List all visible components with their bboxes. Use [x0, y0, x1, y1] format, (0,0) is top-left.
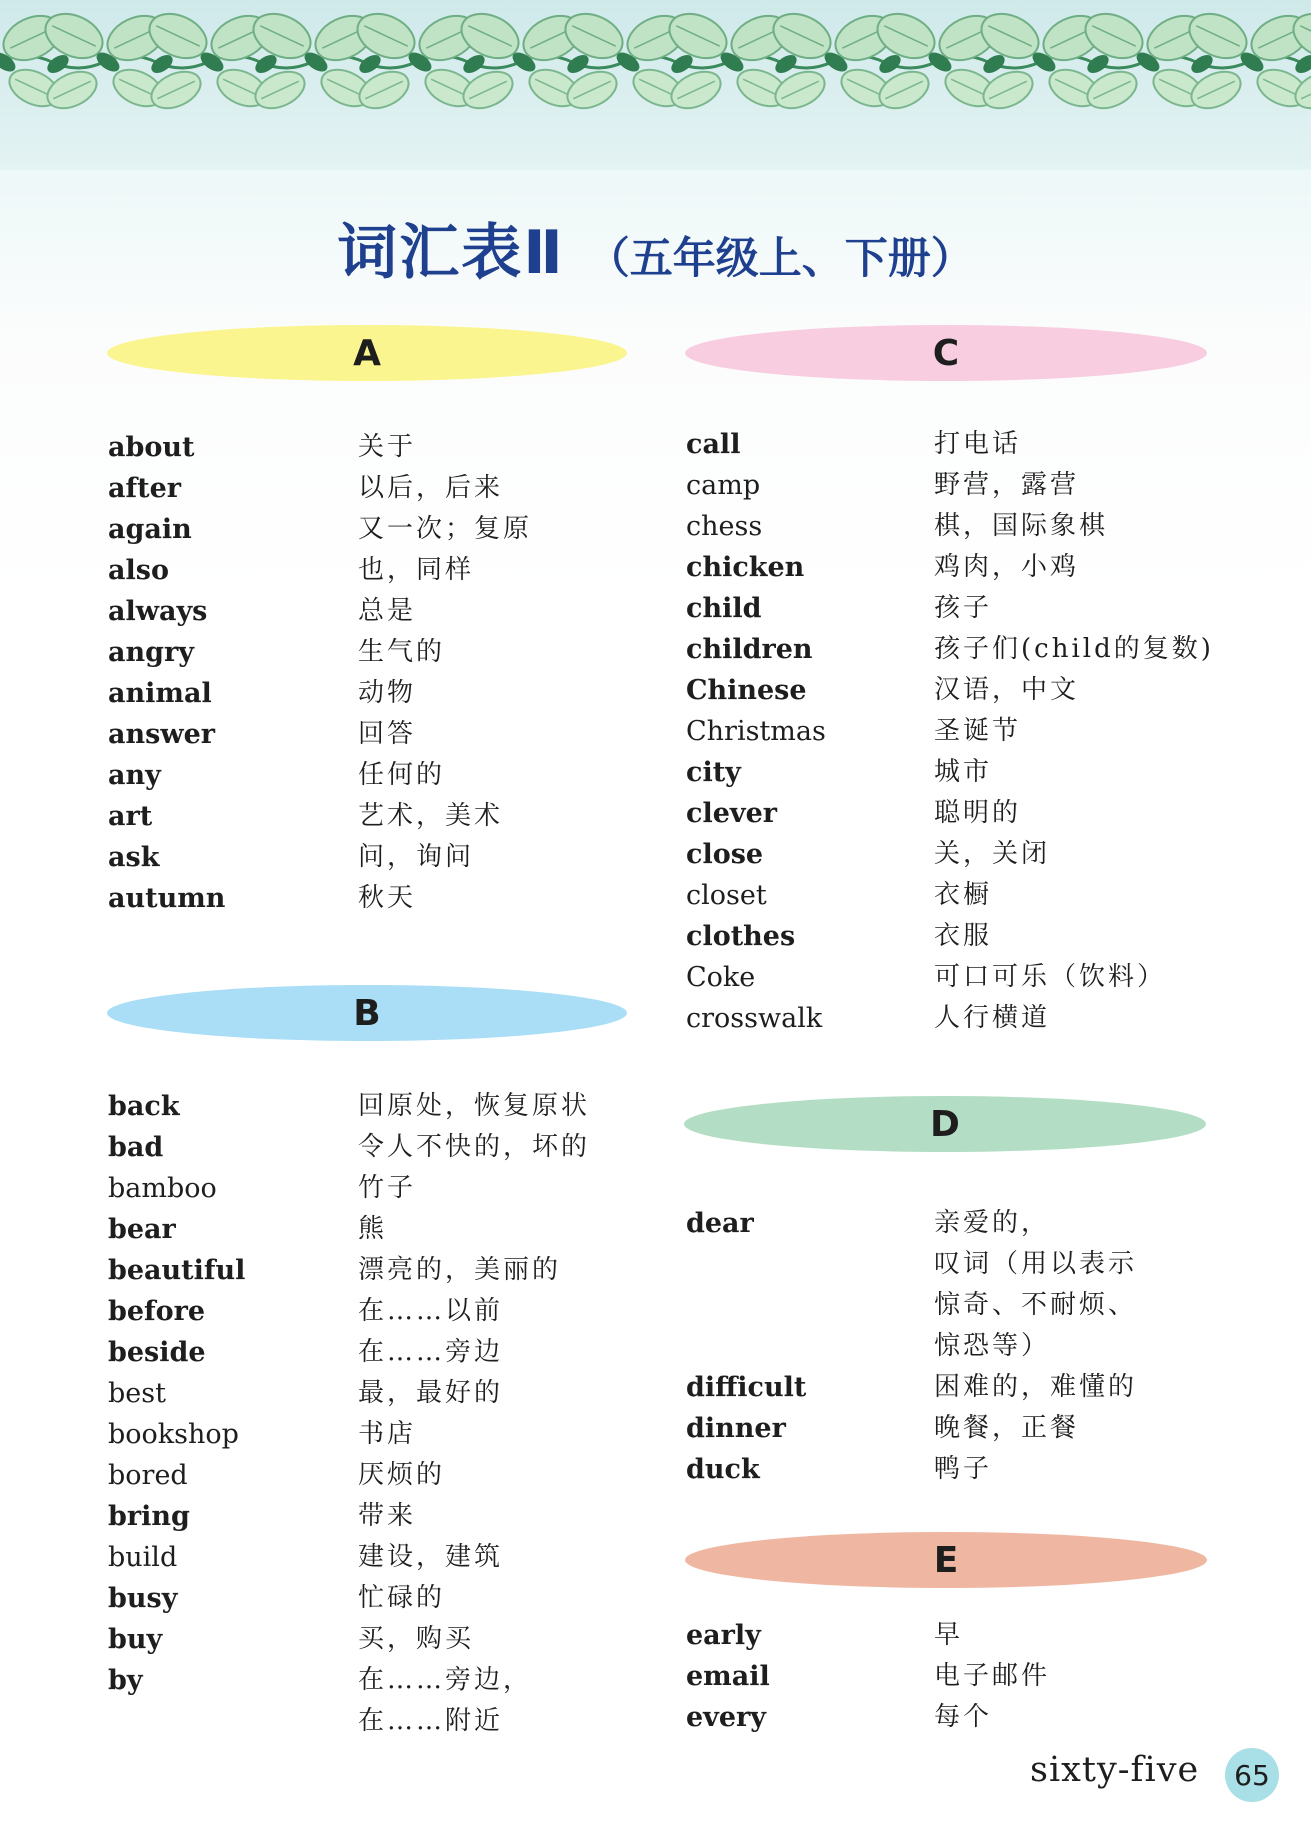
english-word: dear	[686, 1208, 754, 1239]
english-word: answer	[108, 719, 215, 750]
english-word: city	[686, 757, 741, 788]
page-number: 65	[1234, 1758, 1270, 1792]
vocab-entry	[108, 1373, 628, 1414]
english-word: difficult	[686, 1372, 807, 1403]
english-word: crosswalk	[686, 1003, 823, 1034]
chinese-meaning: 忙碌的	[358, 1583, 446, 1613]
vocab-entry	[108, 1086, 628, 1127]
chinese-meaning: 回原处，恢复原状	[358, 1091, 591, 1121]
english-word: chess	[686, 511, 763, 542]
vocab-entry	[686, 711, 1246, 752]
english-word: always	[108, 596, 208, 627]
word-list-A	[108, 427, 628, 919]
english-word: also	[108, 555, 169, 586]
english-word: early	[686, 1620, 761, 1651]
english-word: art	[108, 801, 153, 832]
chinese-meaning: 回答	[358, 719, 417, 749]
word-list-B	[108, 1086, 628, 1742]
english-word: child	[686, 593, 762, 624]
chinese-meaning: 衣服	[934, 921, 993, 951]
chinese-meaning: 生气的	[358, 637, 446, 667]
english-word: after	[108, 473, 181, 504]
english-word: chicken	[686, 552, 805, 583]
english-word: angry	[108, 637, 194, 668]
vocab-entry	[686, 1285, 1246, 1326]
english-word: busy	[108, 1583, 178, 1614]
english-word: beautiful	[108, 1255, 246, 1286]
chinese-meaning: 带来	[358, 1501, 417, 1531]
vocab-entry	[686, 752, 1246, 793]
vocab-entry	[686, 1203, 1246, 1244]
word-list-E	[686, 1615, 1246, 1738]
vocab-entry	[686, 670, 1246, 711]
leaf-vine-banner	[0, 0, 1311, 170]
chinese-meaning: 孩子	[934, 593, 993, 623]
section-letter: C	[932, 332, 960, 374]
chinese-meaning: 鸭子	[934, 1454, 993, 1484]
chinese-meaning: 衣橱	[934, 880, 993, 910]
english-word: duck	[686, 1454, 760, 1485]
chinese-meaning: 书店	[358, 1419, 417, 1449]
english-word: back	[108, 1091, 180, 1122]
vocab-entry	[686, 998, 1246, 1039]
english-word: Chinese	[686, 675, 807, 706]
chinese-meaning: 在……以前	[358, 1296, 504, 1326]
vocab-entry	[686, 1408, 1246, 1449]
title-sub: （五年级上、下册）	[586, 234, 974, 284]
vocab-entry	[108, 1250, 628, 1291]
english-word: children	[686, 634, 813, 665]
english-word: bookshop	[108, 1419, 239, 1450]
word-list-C	[686, 424, 1246, 1039]
chinese-meaning: 鸡肉，小鸡	[934, 552, 1080, 582]
vocab-entry	[108, 591, 628, 632]
chinese-meaning: 最，最好的	[358, 1378, 504, 1408]
chinese-meaning: 秋天	[358, 883, 417, 913]
vocab-entry	[108, 878, 628, 919]
english-word: animal	[108, 678, 212, 709]
english-word: beside	[108, 1337, 206, 1368]
section-letter: E	[933, 1539, 959, 1581]
chinese-meaning: 也，同样	[358, 555, 475, 585]
english-word: bear	[108, 1214, 176, 1245]
vocab-entry	[108, 1414, 628, 1455]
chinese-meaning: 惊奇、不耐烦、	[934, 1290, 1138, 1320]
chinese-meaning: 孩子们(child的复数)	[934, 634, 1214, 664]
vocab-entry	[686, 916, 1246, 957]
vocab-entry	[108, 1496, 628, 1537]
vocab-entry	[108, 755, 628, 796]
vocab-entry	[686, 1697, 1246, 1738]
section-header-A	[107, 325, 627, 381]
chinese-meaning: 每个	[934, 1702, 993, 1732]
english-word: camp	[686, 470, 761, 501]
chinese-meaning: 在……附近	[358, 1706, 504, 1736]
vocab-entry	[686, 875, 1246, 916]
chinese-meaning: 又一次；复原	[358, 514, 533, 544]
chinese-meaning: 任何的	[358, 760, 446, 790]
chinese-meaning: 艺术，美术	[358, 801, 504, 831]
vocab-entry	[686, 1326, 1246, 1367]
chinese-meaning: 问，询问	[358, 842, 475, 872]
english-word: bamboo	[108, 1173, 217, 1204]
chinese-meaning: 动物	[358, 678, 417, 708]
vocab-entry	[108, 796, 628, 837]
chinese-meaning: 关，关闭	[934, 839, 1051, 869]
chinese-meaning: 亲爱的，	[934, 1208, 1051, 1238]
title-main: 词汇表Ⅱ	[337, 218, 565, 288]
section-header-E	[685, 1532, 1207, 1588]
chinese-meaning: 在……旁边	[358, 1337, 504, 1367]
chinese-meaning: 聪明的	[934, 798, 1022, 828]
vocab-entry	[108, 673, 628, 714]
english-word: clothes	[686, 921, 796, 952]
chinese-meaning: 电子邮件	[934, 1661, 1051, 1691]
vocab-entry	[686, 1615, 1246, 1656]
section-header-C	[685, 325, 1207, 381]
word-list-D	[686, 1203, 1246, 1490]
chinese-meaning: 买，购买	[358, 1624, 475, 1654]
vocab-entry	[686, 465, 1246, 506]
vocab-entry	[108, 714, 628, 755]
section-header-B	[107, 985, 627, 1041]
english-word: about	[108, 432, 195, 463]
vocab-entry	[686, 1367, 1246, 1408]
vocab-entry	[686, 1449, 1246, 1490]
chinese-meaning: 惊恐等）	[934, 1331, 1051, 1361]
vocab-entry	[108, 1619, 628, 1660]
english-word: bad	[108, 1132, 164, 1163]
chinese-meaning: 野营，露营	[934, 470, 1080, 500]
chinese-meaning: 竹子	[358, 1173, 417, 1203]
english-word: autumn	[108, 883, 226, 914]
english-word: clever	[686, 798, 777, 829]
vocab-entry	[108, 468, 628, 509]
chinese-meaning: 汉语，中文	[934, 675, 1080, 705]
section-letter: B	[353, 992, 381, 1034]
english-word: close	[686, 839, 764, 870]
vocab-entry	[108, 632, 628, 673]
english-word: again	[108, 514, 192, 545]
vocab-entry	[108, 550, 628, 591]
chinese-meaning: 令人不快的，坏的	[358, 1132, 591, 1162]
english-word: Coke	[686, 962, 756, 993]
vocab-entry	[108, 1455, 628, 1496]
vocab-entry	[686, 1244, 1246, 1285]
english-word: email	[686, 1661, 770, 1692]
chinese-meaning: 以后，后来	[358, 473, 504, 503]
english-word: bring	[108, 1501, 190, 1532]
english-word: Christmas	[686, 716, 826, 747]
chinese-meaning: 城市	[934, 757, 993, 787]
chinese-meaning: 棋，国际象棋	[934, 511, 1109, 541]
chinese-meaning: 打电话	[934, 429, 1022, 459]
vocab-entry	[108, 509, 628, 550]
vocab-entry	[686, 957, 1246, 998]
page-number-words: sixty-five	[1030, 1750, 1200, 1790]
english-word: best	[108, 1378, 166, 1409]
section-header-D	[684, 1096, 1206, 1152]
chinese-meaning: 晚餐，正餐	[934, 1413, 1080, 1443]
english-word: call	[686, 429, 741, 460]
chinese-meaning: 建设，建筑	[358, 1542, 504, 1572]
vocab-entry	[108, 1332, 628, 1373]
vocab-entry	[108, 1168, 628, 1209]
vocab-entry	[686, 629, 1246, 670]
vocab-entry	[686, 834, 1246, 875]
chinese-meaning: 熊	[358, 1214, 388, 1244]
english-word: closet	[686, 880, 767, 911]
chinese-meaning: 在……旁边，	[358, 1665, 533, 1695]
vocab-entry	[108, 1291, 628, 1332]
vocab-entry	[108, 1578, 628, 1619]
english-word: every	[686, 1702, 766, 1733]
vocab-entry	[108, 1209, 628, 1250]
english-word: any	[108, 760, 161, 791]
vocab-entry	[108, 1127, 628, 1168]
vocab-entry	[108, 1701, 628, 1742]
chinese-meaning: 困难的，难懂的	[934, 1372, 1138, 1402]
vocab-entry	[686, 506, 1246, 547]
english-word: dinner	[686, 1413, 786, 1444]
vocab-entry	[108, 427, 628, 468]
vocab-entry	[686, 1656, 1246, 1697]
english-word: by	[108, 1665, 143, 1696]
chinese-meaning: 关于	[358, 432, 417, 462]
chinese-meaning: 叹词（用以表示	[934, 1249, 1138, 1279]
chinese-meaning: 漂亮的，美丽的	[358, 1255, 562, 1285]
vocab-entry	[686, 588, 1246, 629]
chinese-meaning: 可口可乐（饮料）	[934, 962, 1167, 992]
chinese-meaning: 早	[934, 1620, 964, 1650]
section-letter: A	[353, 332, 381, 374]
chinese-meaning: 圣诞节	[934, 716, 1022, 746]
english-word: before	[108, 1296, 206, 1327]
vocab-entry	[108, 837, 628, 878]
vocab-entry	[686, 547, 1246, 588]
section-letter: D	[930, 1103, 960, 1145]
page-number-badge	[1225, 1748, 1279, 1802]
vocab-entry	[108, 1537, 628, 1578]
chinese-meaning: 人行横道	[934, 1003, 1051, 1033]
english-word: buy	[108, 1624, 163, 1655]
page-title	[0, 205, 1311, 291]
english-word: ask	[108, 842, 160, 873]
vocab-entry	[686, 424, 1246, 465]
chinese-meaning: 厌烦的	[358, 1460, 446, 1490]
english-word: bored	[108, 1460, 188, 1491]
chinese-meaning: 总是	[358, 596, 417, 626]
vocab-entry	[686, 793, 1246, 834]
vocab-entry	[108, 1660, 628, 1701]
english-word: build	[108, 1542, 178, 1573]
